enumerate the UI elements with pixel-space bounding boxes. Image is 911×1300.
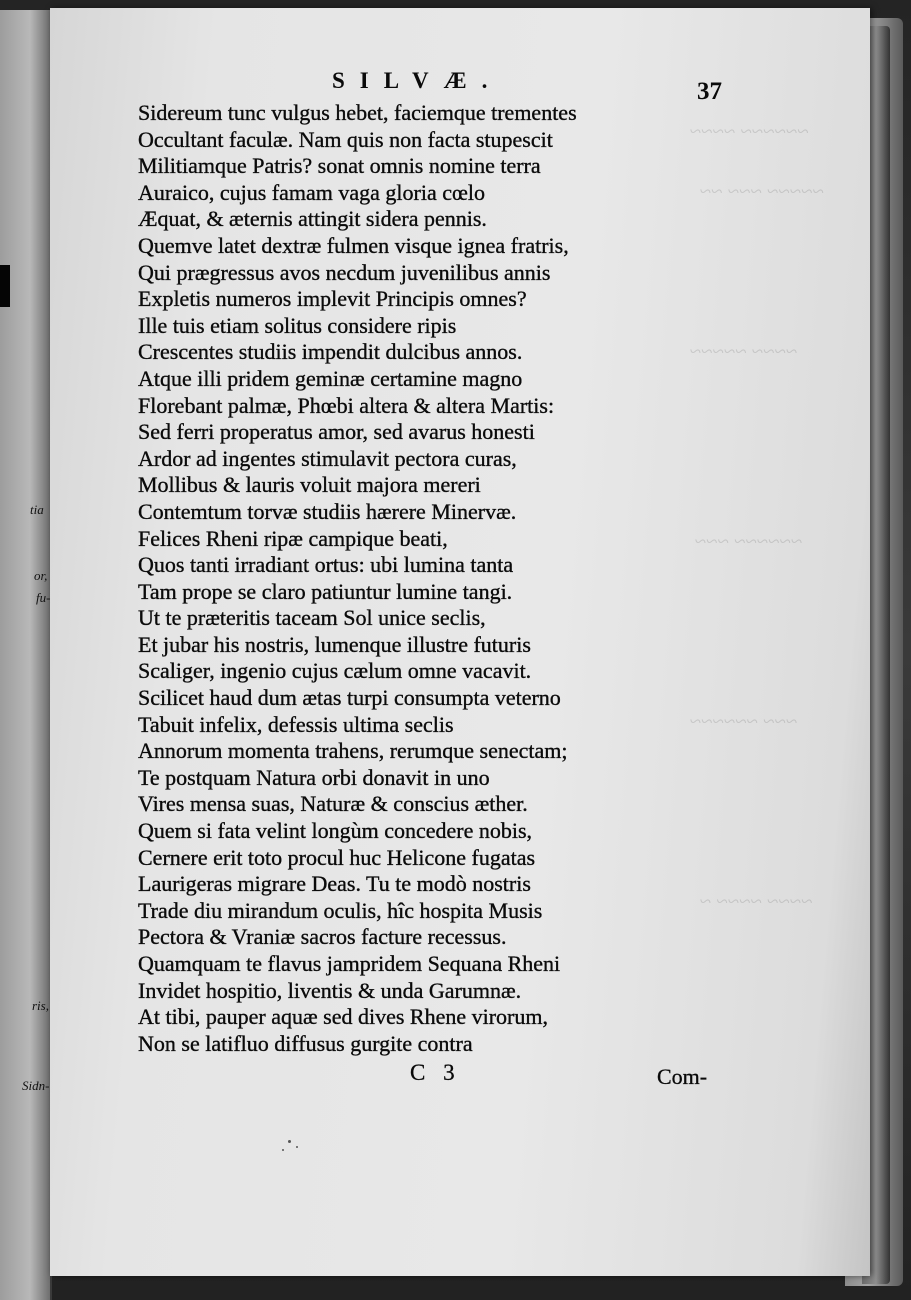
verse-line: Ut te præteritis taceam Sol unice seclis, <box>138 605 486 631</box>
verse-line: Sidereum tunc vulgus hebet, faciemque trementes <box>138 100 577 125</box>
signature-mark: C 3 <box>410 1060 461 1085</box>
left-page-fragment: or, <box>34 568 48 583</box>
verse-line: Qui prægressus avos necdum juvenilibus annis <box>138 259 551 285</box>
catchword: Com- <box>657 1064 708 1089</box>
show-through-text: ~~~~ ~~~~~ <box>690 339 798 363</box>
verse-line: Tabuit infelix, defessis ultima seclis <box>138 711 454 737</box>
book-page <box>50 8 870 1276</box>
verse-line: Cernere erit toto procul huc Helicone fugatas <box>138 844 536 870</box>
left-page-fragment: tia <box>30 502 44 517</box>
verse-line: Mollibus & lauris voluit majora mereri <box>138 472 481 498</box>
verse-line: Quos tanti irradiant ortus: ubi lumina tanta <box>138 552 514 578</box>
verse-line: Militiamque Patris? sonat omnis nomine terra <box>138 153 541 179</box>
verse-text <box>138 100 577 1057</box>
left-page-fragment: ris, <box>32 998 49 1013</box>
verse-line: Auraico, cujus famam vaga gloria cœlo <box>138 179 485 205</box>
verse-line: Trade diu mirandum oculis, hîc hospita Musis <box>138 897 543 923</box>
verse-line: Æquat, & æternis attingit sidera pennis. <box>138 206 487 232</box>
verse-line: Quem si fata velint longùm concedere nobis, <box>138 818 533 844</box>
verse-line: Florebant palmæ, Phœbi altera & altera Martis: <box>138 392 555 418</box>
verse-line: Scilicet haud dum ætas turpi consumpta veterno <box>138 685 561 711</box>
verse-line: Occultant faculæ. Nam quis non facta stupescit <box>138 126 553 152</box>
left-page-edge <box>0 10 52 1300</box>
verse-line: Felices Rheni ripæ campique beati, <box>138 525 448 551</box>
verse-line: Te postquam Natura orbi donavit in uno <box>138 764 490 790</box>
left-page-fragment: fu- <box>36 590 51 605</box>
show-through-text: ~~~~~~ ~~~ <box>695 529 803 553</box>
verse-line: Et jubar his nostris, lumenque illustre futuris <box>138 631 531 657</box>
verse-line: Crescentes studiis impendit dulcibus annos. <box>138 339 523 365</box>
show-through-text: ~~~ ~~~~~~ <box>690 709 798 733</box>
verse-line: Pectora & Vraniæ sacros facture recessus. <box>138 924 507 950</box>
paper-speck <box>296 1146 298 1148</box>
verse-line: Tam prope se claro patiuntur lumine tangi. <box>138 578 513 604</box>
show-through-text: ~~~~~ ~~~ ~~ <box>700 179 825 203</box>
verse-line: Expletis numeros implevit Principis omnes? <box>138 286 527 312</box>
show-through-text: ~~~~~~ ~~~~ <box>690 119 809 143</box>
verse-line: Non se latifluo diffusus gurgite contra <box>138 1030 473 1056</box>
page-number: 37 <box>697 78 722 105</box>
verse-line: Invidet hospitio, liventis & unda Garumnæ. <box>138 977 522 1003</box>
verse-line: Contemtum torvæ studiis hærere Minervæ. <box>138 498 517 524</box>
running-title: SILVÆ. <box>332 68 503 93</box>
show-through-text: ~~~~ ~~~~ ~ <box>700 889 813 913</box>
verse-line: Ille tuis etiam solitus considere ripis <box>138 312 457 338</box>
verse-line: Annorum momenta trahens, rerumque senectam; <box>138 738 568 764</box>
verse-line: At tibi, pauper aquæ sed dives Rhene virorum, <box>138 1004 548 1030</box>
verse-line: Quamquam te flavus jampridem Sequana Rheni <box>138 951 561 976</box>
verse-line: Atque illi pridem geminæ certamine magno <box>138 365 523 391</box>
verse-line: Quemve latet dextræ fulmen visque ignea fratris, <box>138 232 569 258</box>
verse-line: Ardor ad ingentes stimulavit pectora curas, <box>138 445 517 471</box>
ink-bracket-mark <box>0 265 10 307</box>
left-page-fragment: Sidn- <box>22 1078 50 1093</box>
paper-speck <box>288 1140 291 1143</box>
paper-speck <box>282 1149 284 1151</box>
verse-line: Sed ferri properatus amor, sed avarus honesti <box>138 419 535 445</box>
verse-line: Laurigeras migrare Deas. Tu te modò nostris <box>138 871 531 897</box>
verse-line: Scaliger, ingenio cujus cælum omne vacavit. <box>138 658 532 684</box>
verse-line: Vires mensa suas, Naturæ & conscius æther. <box>138 791 528 817</box>
